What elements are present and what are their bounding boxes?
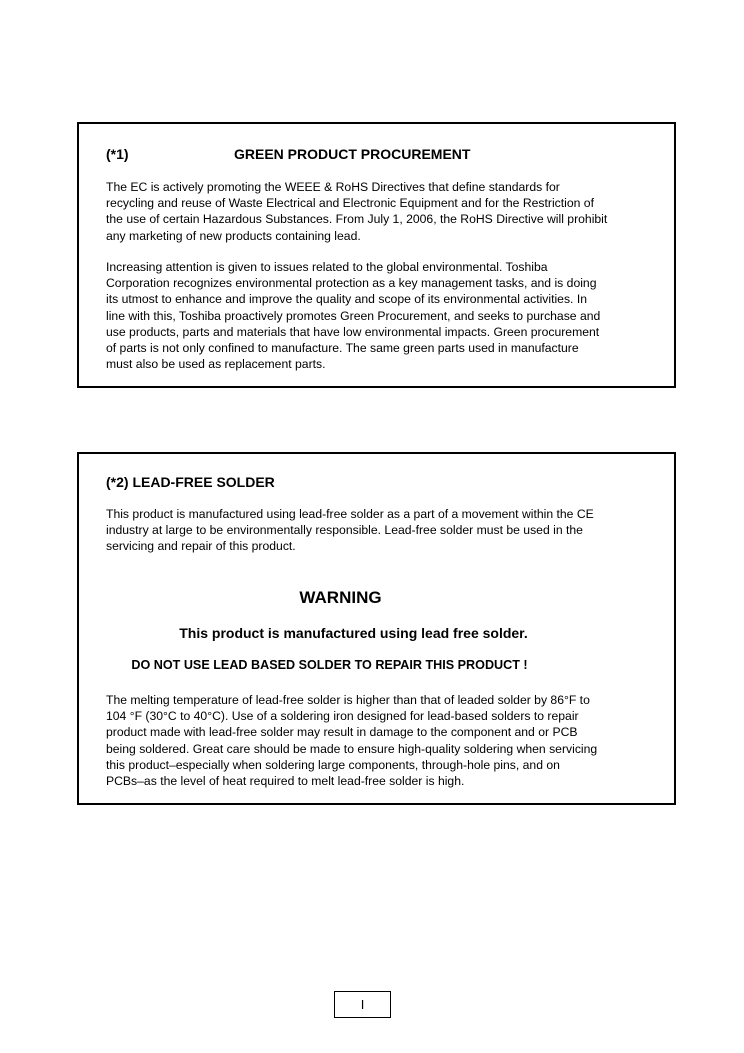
warning-line-2: DO NOT USE LEAD BASED SOLDER TO REPAIR THIS PRODUCT ! (131, 658, 528, 672)
warning-line-1: This product is manufactured using lead free solder. (179, 625, 528, 641)
section1-title: GREEN PRODUCT PROCUREMENT (234, 146, 471, 162)
page-number: I (334, 991, 391, 1018)
text-line: any marketing of new products containing lead. (106, 228, 361, 243)
text-line: use products, parts and materials that have low environmental impacts. Green procurement (106, 324, 600, 339)
section2-title: (*2) LEAD-FREE SOLDER (106, 474, 275, 490)
green-procurement-box (77, 122, 676, 388)
text-line: The EC is actively promoting the WEEE & RoHS Directives that define standards for (106, 180, 560, 194)
section1-paragraph2 (106, 259, 600, 372)
text-line: line with this, Toshiba proactively promotes Green Procurement, and seeks to purchase and (106, 308, 601, 323)
section1-marker: (*1) (106, 146, 129, 162)
text-line: industry at large to be environmentally responsible. Lead-free solder must be used in the (106, 523, 583, 538)
section2-paragraph1 (106, 506, 594, 555)
text-line: 104 °F (30°C to 40°C). Use of a soldering iron designed for lead-based solders to repair (106, 709, 579, 724)
text-line: being soldered. Great care should be made to ensure high-quality soldering when servicing (106, 741, 598, 756)
text-line: product made with lead-free solder may result in damage to the component and or PCB (106, 725, 578, 740)
text-line: Increasing attention is given to issues related to the global environmental. Toshiba (106, 260, 548, 274)
text-line: servicing and repair of this product. (106, 539, 296, 554)
text-line: recycling and reuse of Waste Electrical and Electronic Equipment and for the Restriction of (106, 196, 594, 211)
text-line: must also be used as replacement parts. (106, 357, 326, 372)
text-line: this product–especially when soldering large components, through-hole pins, and on (106, 757, 560, 772)
section2-paragraph2 (106, 692, 597, 789)
text-line: The melting temperature of lead-free solder is higher than that of leaded solder by 86°F to (106, 693, 590, 707)
section1-paragraph1 (106, 179, 607, 244)
text-line: Corporation recognizes environmental protection as a key management tasks, and is doing (106, 276, 597, 291)
text-line: the use of certain Hazardous Substances. From July 1, 2006, the RoHS Directive will prohibit (106, 212, 608, 227)
text-line: PCBs–as the level of heat required to melt lead-free solder is high. (106, 774, 465, 789)
text-line: This product is manufactured using lead-free solder as a part of a movement within the CE (106, 507, 594, 521)
text-line: of parts is not only confined to manufacture. The same green parts used in manufacture (106, 341, 579, 356)
text-line: its utmost to enhance and improve the quality and scope of its environmental activities. In (106, 292, 587, 307)
lead-free-solder-box (77, 452, 676, 805)
warning-title: WARNING (299, 588, 382, 607)
